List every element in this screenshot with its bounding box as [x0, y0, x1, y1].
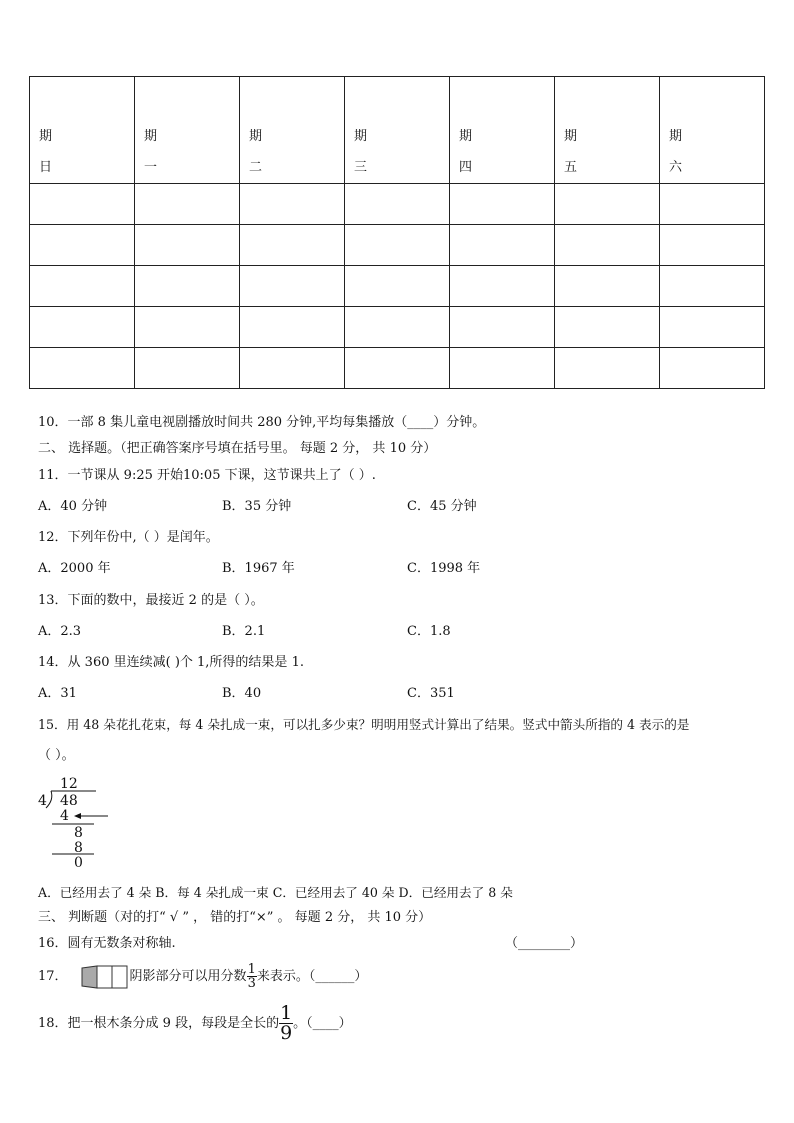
- table-cell[interactable]: [555, 225, 660, 266]
- table-cell[interactable]: [345, 184, 450, 225]
- fraction-one-third: [247, 963, 257, 990]
- table-cell[interactable]: [240, 225, 345, 266]
- table-row: [30, 266, 765, 307]
- division-remainder: 0: [74, 855, 83, 870]
- table-cell[interactable]: [660, 225, 765, 266]
- question-14: 14．从 360 里连续减( )个 1,所得的结果是 1.: [38, 655, 304, 670]
- weekday-label: [135, 77, 239, 183]
- table-cell[interactable]: [30, 307, 135, 348]
- table-cell[interactable]: [555, 184, 660, 225]
- table-header-cell: [555, 77, 660, 184]
- q14-option-b[interactable]: B．40: [222, 686, 262, 701]
- table-cell[interactable]: [30, 348, 135, 389]
- fraction-denominator: 3: [247, 976, 256, 991]
- weekday-label: [555, 77, 659, 183]
- weekday-label-line: 日: [39, 160, 53, 175]
- q12-option-c[interactable]: C．1998 年: [407, 561, 481, 576]
- division-step-8b: 8: [74, 840, 83, 856]
- table-cell[interactable]: [450, 225, 555, 266]
- question-15-blank: （ ）。: [38, 748, 75, 763]
- table-cell[interactable]: [450, 348, 555, 389]
- division-quotient: 12: [60, 776, 78, 792]
- table-cell[interactable]: [450, 184, 555, 225]
- q11-option-a[interactable]: A．40 分钟: [38, 499, 108, 514]
- table-row: [30, 225, 765, 266]
- weekday-label: [30, 77, 134, 183]
- division-divisor: 4: [38, 793, 47, 809]
- question-17: [38, 963, 367, 990]
- table-cell[interactable]: [240, 348, 345, 389]
- q13-option-b[interactable]: B．2.1: [222, 624, 266, 639]
- table-cell[interactable]: [345, 266, 450, 307]
- q17-number: 17．: [38, 968, 68, 984]
- table-cell[interactable]: [555, 307, 660, 348]
- table-cell[interactable]: [240, 307, 345, 348]
- weekday-label-line: 期: [144, 129, 158, 144]
- long-division-figure: [36, 774, 116, 870]
- table-cell[interactable]: [450, 307, 555, 348]
- weekday-label-line: 五: [564, 160, 578, 175]
- q17-text-before: 阴影部分可以用分数: [129, 968, 247, 984]
- table-cell[interactable]: [660, 307, 765, 348]
- q17-text-after[interactable]: 来表示。（______）: [256, 968, 368, 984]
- question-13: 13．下面的数中，最接近 2 的是（ ）。: [38, 593, 264, 608]
- weekday-label: [660, 77, 764, 183]
- unshaded-part-2: [112, 966, 127, 988]
- table-row: [30, 307, 765, 348]
- q12-option-a[interactable]: A．2000 年: [38, 561, 111, 576]
- q11-option-c[interactable]: C．45 分钟: [407, 499, 477, 514]
- weekday-label-line: 期: [39, 129, 53, 144]
- shaded-part: [82, 966, 97, 988]
- fraction-denominator: 9: [280, 1022, 293, 1044]
- table-cell[interactable]: [135, 266, 240, 307]
- table-header-cell: [345, 77, 450, 184]
- weekday-label-line: 三: [354, 160, 368, 175]
- table-header-cell: [660, 77, 765, 184]
- weekday-label-line: 期: [249, 129, 263, 144]
- q13-option-c[interactable]: C．1.8: [407, 624, 451, 639]
- table-row: [30, 348, 765, 389]
- table-cell[interactable]: [30, 184, 135, 225]
- table-cell[interactable]: [135, 225, 240, 266]
- table-cell[interactable]: [345, 225, 450, 266]
- question-12: 12．下列年份中,（ ）是闰年。: [38, 530, 219, 545]
- table-cell[interactable]: [30, 225, 135, 266]
- q13-option-a[interactable]: A．2.3: [38, 624, 82, 639]
- q14-option-c[interactable]: C．351: [407, 686, 455, 701]
- weekday-label-line: 二: [249, 160, 263, 175]
- question-10: 10．一部 8 集儿童电视剧播放时间共 280 分钟,平均每集播放（____）分钟。: [38, 415, 486, 430]
- table-cell[interactable]: [555, 348, 660, 389]
- weekday-label: [240, 77, 344, 183]
- fraction-numerator: 1: [247, 962, 256, 977]
- table-cell[interactable]: [240, 184, 345, 225]
- weekday-label: [345, 77, 449, 183]
- table-header-cell: [450, 77, 555, 184]
- table-header-cell: [135, 77, 240, 184]
- q11-option-b[interactable]: B．35 分钟: [222, 499, 292, 514]
- table-cell[interactable]: [30, 266, 135, 307]
- table-row: [30, 184, 765, 225]
- section-3-heading: 三、 判断题（对的打“ √ ” ， 错的打“×” 。 每题 2 分， 共 10 分）: [38, 910, 432, 925]
- table-cell[interactable]: [450, 266, 555, 307]
- q14-option-a[interactable]: A．31: [38, 686, 77, 701]
- table-header-row: [30, 77, 765, 184]
- table-cell[interactable]: [135, 184, 240, 225]
- question-16: 16．圆有无数条对称轴.: [38, 936, 176, 951]
- q12-option-b[interactable]: B．1967 年: [222, 561, 295, 576]
- table-header-cell: [30, 77, 135, 184]
- table-cell[interactable]: [240, 266, 345, 307]
- table-cell[interactable]: [660, 184, 765, 225]
- shaded-rectangle-figure: [80, 965, 130, 989]
- question-18: [38, 1004, 352, 1043]
- fraction-numerator: 1: [280, 1002, 293, 1024]
- schedule-table: [29, 76, 765, 389]
- table-cell[interactable]: [345, 307, 450, 348]
- weekday-label-line: 期: [564, 129, 578, 144]
- question-15: 15．用 48 朵花扎花束，每 4 朵扎成一束，可以扎多少束？明明用竖式计算出了结果。竖式中箭头所指的 4 表示的是: [38, 717, 690, 732]
- table-header-cell: [240, 77, 345, 184]
- table-cell[interactable]: [660, 348, 765, 389]
- weekday-label-line: 期: [354, 129, 368, 144]
- q18-text-after[interactable]: 。（____）: [293, 1015, 352, 1031]
- weekday-label-line: 四: [459, 160, 473, 175]
- question-11: 11．一节课从 9:25 开始10:05 下课，这节课共上了（ ）.: [38, 468, 376, 483]
- weekday-label-line: 一: [144, 160, 158, 175]
- table-cell[interactable]: [135, 307, 240, 348]
- division-step-8a: 8: [74, 825, 83, 841]
- table-cell[interactable]: [660, 266, 765, 307]
- fraction-one-ninth: [279, 1004, 293, 1043]
- q16-answer-blank[interactable]: （________）: [505, 936, 584, 951]
- arrow-head-icon: [74, 813, 81, 819]
- unshaded-part-1: [97, 966, 112, 988]
- division-step-4: 4: [60, 808, 69, 824]
- table-cell[interactable]: [555, 266, 660, 307]
- division-dividend: 48: [60, 793, 78, 809]
- q15-options[interactable]: A．已经用去了 4 朵 B．每 4 朵扎成一束 C．已经用去了 40 朵 D．已经用去了 8 朵: [38, 885, 513, 900]
- section-2-heading: 二、 选择题。（把正确答案序号填在括号里。 每题 2 分， 共 10 分）: [38, 441, 437, 456]
- table-cell[interactable]: [135, 348, 240, 389]
- q18-text-before: 18．把一根木条分成 9 段，每段是全长的: [38, 1015, 280, 1031]
- weekday-label-line: 六: [669, 160, 683, 175]
- weekday-label-line: 期: [669, 129, 683, 144]
- weekday-label: [450, 77, 554, 183]
- weekday-label-line: 期: [459, 129, 473, 144]
- table-cell[interactable]: [345, 348, 450, 389]
